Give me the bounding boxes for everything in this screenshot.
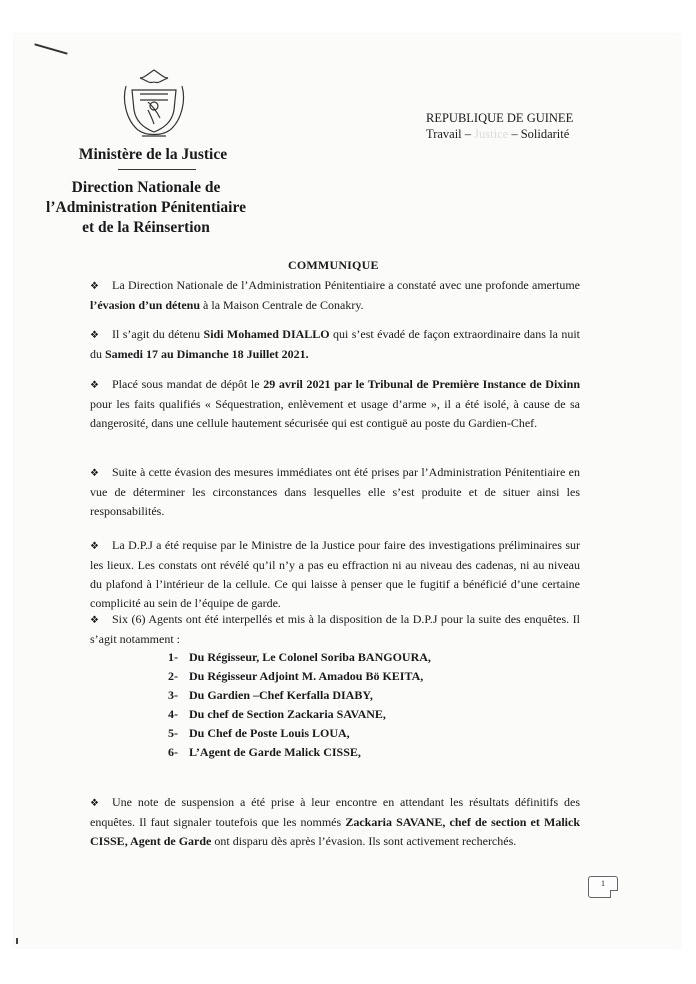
paragraph-text-run: Une note de suspension a été prise à leur encontre en attendant les résultats définitifs des enquêtes. Il faut signaler toutefois que les nommés: [90, 795, 580, 829]
paragraph-text-run: ont disparu dès après l’évasion. Ils sont activement recherchés.: [211, 834, 517, 848]
paragraph-4: [90, 463, 580, 521]
list-item-number: 5-: [168, 726, 178, 740]
motto-right: – Solidarité: [508, 127, 570, 141]
agents-list: [168, 648, 431, 762]
edge-mark: [16, 938, 18, 944]
diamond-bullet-icon: ❖: [90, 468, 99, 479]
direction-name: [26, 178, 266, 238]
list-item-text: Du Régisseur, Le Colonel Soriba BANGOURA,: [186, 650, 431, 664]
paragraph-text-run: à la Maison Centrale de Conakry.: [200, 298, 364, 312]
paragraph-7: [90, 793, 580, 851]
list-item: [168, 705, 431, 724]
paragraph-5: [90, 536, 580, 613]
header-divider: [118, 169, 196, 170]
paragraph-text-run: Sidi Mohamed DIALLO: [203, 327, 330, 341]
list-item: [168, 667, 431, 686]
paragraph-text-run: 29 avril 2021 par le Tribunal de Première Instance de Dixinn: [263, 377, 580, 391]
diamond-bullet-icon: ❖: [90, 541, 99, 552]
paragraph-text-run: Six (6) Agents ont été interpellés et mis à la disposition de la D.P.J pour la suite des enquêtes. Il s’agit notamment :: [90, 612, 580, 646]
paragraph-text-run: l’évasion d’un détenu: [90, 298, 201, 312]
paragraph-6: [90, 610, 580, 649]
list-item-number: 4-: [168, 707, 178, 721]
page-number: 1: [588, 876, 618, 898]
paragraph-text-run: Placé sous mandat de dépôt le: [112, 377, 264, 391]
republic-header: [426, 110, 573, 142]
paragraph-text-run: qui s’est évadé de façon extraordinaire dans la nuit du: [90, 327, 580, 361]
national-motto: [426, 126, 573, 142]
paragraph-1: [90, 276, 580, 315]
direction-line-1: Direction Nationale de: [71, 179, 221, 196]
list-item-number: 1-: [168, 650, 178, 664]
list-item: [168, 743, 431, 762]
list-item-text: L’Agent de Garde Malick CISSE,: [186, 745, 361, 759]
document-title: COMMUNIQUE: [288, 258, 379, 272]
paragraph-text-run: pour les faits qualifiés « Séquestration, enlèvement et usage d’arme », il a été isolé, à cause de sa dangerosité, dans une cellule hautement sécurisée qui est contiguë au poste du Gardien-Chef.: [90, 397, 580, 430]
paragraph-3: [90, 375, 580, 433]
direction-line-3: et de la Réinsertion: [82, 219, 210, 236]
ministry-name: Ministère de la Justice: [78, 146, 228, 163]
republic-name: REPUBLIQUE DE GUINEE: [426, 111, 574, 125]
list-item-text: Du Gardien –Chef Kerfalla DIABY,: [186, 688, 373, 702]
list-item-text: Du chef de Section Zackaria SAVANE,: [186, 707, 386, 721]
list-item-number: 6-: [168, 745, 178, 759]
paragraph-text-run: Suite à cette évasion des mesures immédiates ont été prises par l’Administration Pénitentiaire en vue de déterminer les circonstances dans lesquelles elle s’est produite et de situer ainsi les responsabilités.: [90, 465, 580, 518]
guinea-coat-of-arms-icon: [118, 66, 190, 140]
direction-line-2: l’Administration Pénitentiaire: [46, 199, 246, 216]
motto-left: Travail –: [426, 127, 475, 141]
paragraph-text-run: La Direction Nationale de l’Administration Pénitentiaire a constaté avec une profonde amertume: [112, 278, 580, 292]
diamond-bullet-icon: ❖: [90, 380, 99, 391]
list-item-number: 3-: [168, 688, 178, 702]
list-item: [168, 648, 431, 667]
list-item: [168, 724, 431, 743]
list-item-text: Du Régisseur Adjoint M. Amadou Bö KEITA,: [186, 669, 424, 683]
paragraph-text-run: Zackaria SAVANE, chef de section et Malick CISSE, Agent de Garde: [90, 815, 580, 848]
diamond-bullet-icon: ❖: [90, 281, 99, 292]
list-item-text: Du Chef de Poste Louis LOUA,: [186, 726, 350, 740]
paragraph-text-run: La D.P.J a été requise par le Ministre de la Justice pour faire des investigations préliminaires sur les lieux. Les constats ont révélé qu’il n’y a pas eu effraction ni au niveau des cadenas, ni au niveau du plafond à l’intérieur de la cellule. Ce qui laisse à penser que le fugitif a bénéficié d’une certaine complicité au sein de l’équipe de garde.: [90, 538, 580, 610]
paragraph-text-run: Samedi 17 au Dimanche 18 Juillet 2021.: [105, 347, 309, 361]
paragraph-2: [90, 325, 580, 364]
motto-faded: Justice: [474, 127, 509, 141]
diamond-bullet-icon: ❖: [90, 798, 99, 809]
list-item: [168, 686, 431, 705]
diamond-bullet-icon: ❖: [90, 615, 99, 626]
diamond-bullet-icon: ❖: [90, 330, 99, 341]
paragraph-text-run: Il s’agit du détenu: [112, 327, 204, 341]
list-item-number: 2-: [168, 669, 178, 683]
